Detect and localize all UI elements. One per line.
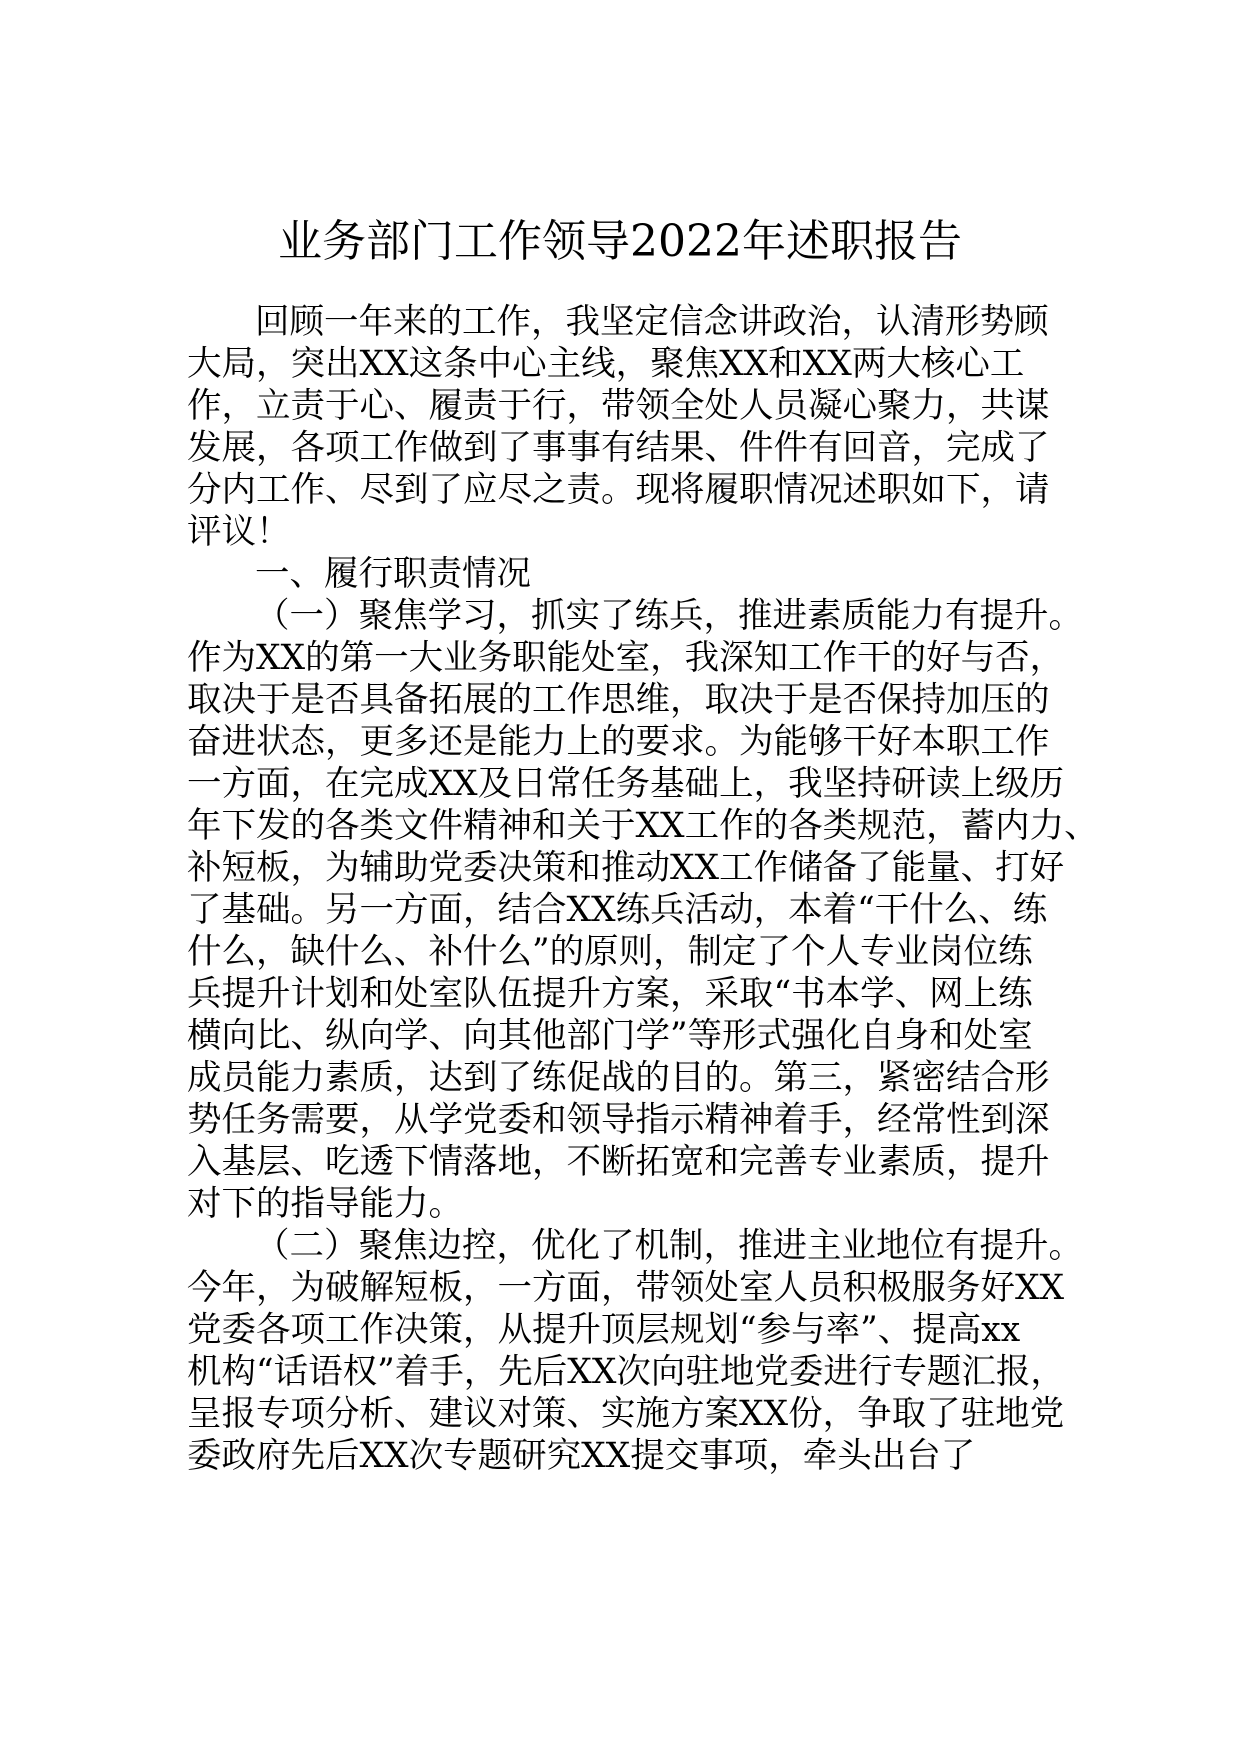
paragraph-line: 了基础。另一方面，结合XX练兵活动，本着“干什么、练 <box>187 890 1048 930</box>
paragraph-line: 势任务需要，从学党委和领导指示精神着手，经常性到深 <box>187 1100 1050 1140</box>
paragraph-line: 党委各项工作决策，从提升顶层规划“参与率”、提高xx <box>187 1310 1021 1350</box>
subsection-heading: （二）聚焦边控，优化了机制，推进主业地位有提升。 <box>255 1226 1083 1266</box>
paragraph-line: 横向比、纵向学、向其他部门学”等形式强化自身和处室 <box>187 1016 1033 1056</box>
paragraph-line: 入基层、吃透下情落地，不断拓宽和完善专业素质，提升 <box>187 1142 1050 1182</box>
paragraph-line: 大局，突出XX这条中心主线，聚焦XX和XX两大核心工 <box>187 344 1025 384</box>
paragraph-line: 兵提升计划和处室队伍提升方案，采取“书本学、网上练 <box>187 974 1033 1014</box>
paragraph-line: 作，立责于心、履责于行，带领全处人员凝心聚力，共谋 <box>187 386 1050 426</box>
paragraph-line: 年下发的各类文件精神和关于XX工作的各类规范，蓄内力、 <box>187 806 1099 846</box>
paragraph-line: 补短板，为辅助党委决策和推动XX工作储备了能量、打好 <box>187 848 1065 888</box>
paragraph-line: 取决于是否具备拓展的工作思维，取决于是否保持加压的 <box>187 680 1050 720</box>
paragraph-line: 成员能力素质，达到了练促战的目的。第三，紧密结合形 <box>187 1058 1050 1098</box>
paragraph-line: 发展，各项工作做到了事事有结果、件件有回音，完成了 <box>187 428 1050 468</box>
paragraph-line: 分内工作、尽到了应尽之责。现将履职情况述职如下，请 <box>187 470 1050 510</box>
paragraph-line: 机构“话语权”着手，先后XX次向驻地党委进行专题汇报， <box>187 1352 1065 1392</box>
paragraph-line: 对下的指导能力。 <box>187 1184 463 1224</box>
paragraph-line: 呈报专项分析、建议对策、实施方案XX份，争取了驻地党 <box>187 1394 1065 1434</box>
paragraph-line: 作为XX的第一大业务职能处室，我深知工作干的好与否， <box>187 638 1065 678</box>
paragraph-line: 奋进状态，更多还是能力上的要求。为能够干好本职工作 <box>187 722 1050 762</box>
section-heading: 一、履行职责情况 <box>255 554 531 594</box>
document-title: 业务部门工作领导2022年述职报告 <box>278 216 962 267</box>
paragraph-line: 回顾一年来的工作，我坚定信念讲政治，认清形势顾 <box>255 302 1049 342</box>
paragraph-line: 一方面，在完成XX及日常任务基础上，我坚持研读上级历 <box>187 764 1065 804</box>
paragraph-line: 评议！ <box>187 512 291 552</box>
subsection-heading: （一）聚焦学习，抓实了练兵，推进素质能力有提升。 <box>255 596 1083 636</box>
paragraph-line: 委政府先后XX次专题研究XX提交事项，牵头出台了 <box>187 1436 976 1476</box>
paragraph-line: 什么，缺什么、补什么”的原则，制定了个人专业岗位练 <box>187 932 1033 972</box>
paragraph-line: 今年，为破解短板，一方面，带领处室人员积极服务好XX <box>187 1268 1065 1308</box>
